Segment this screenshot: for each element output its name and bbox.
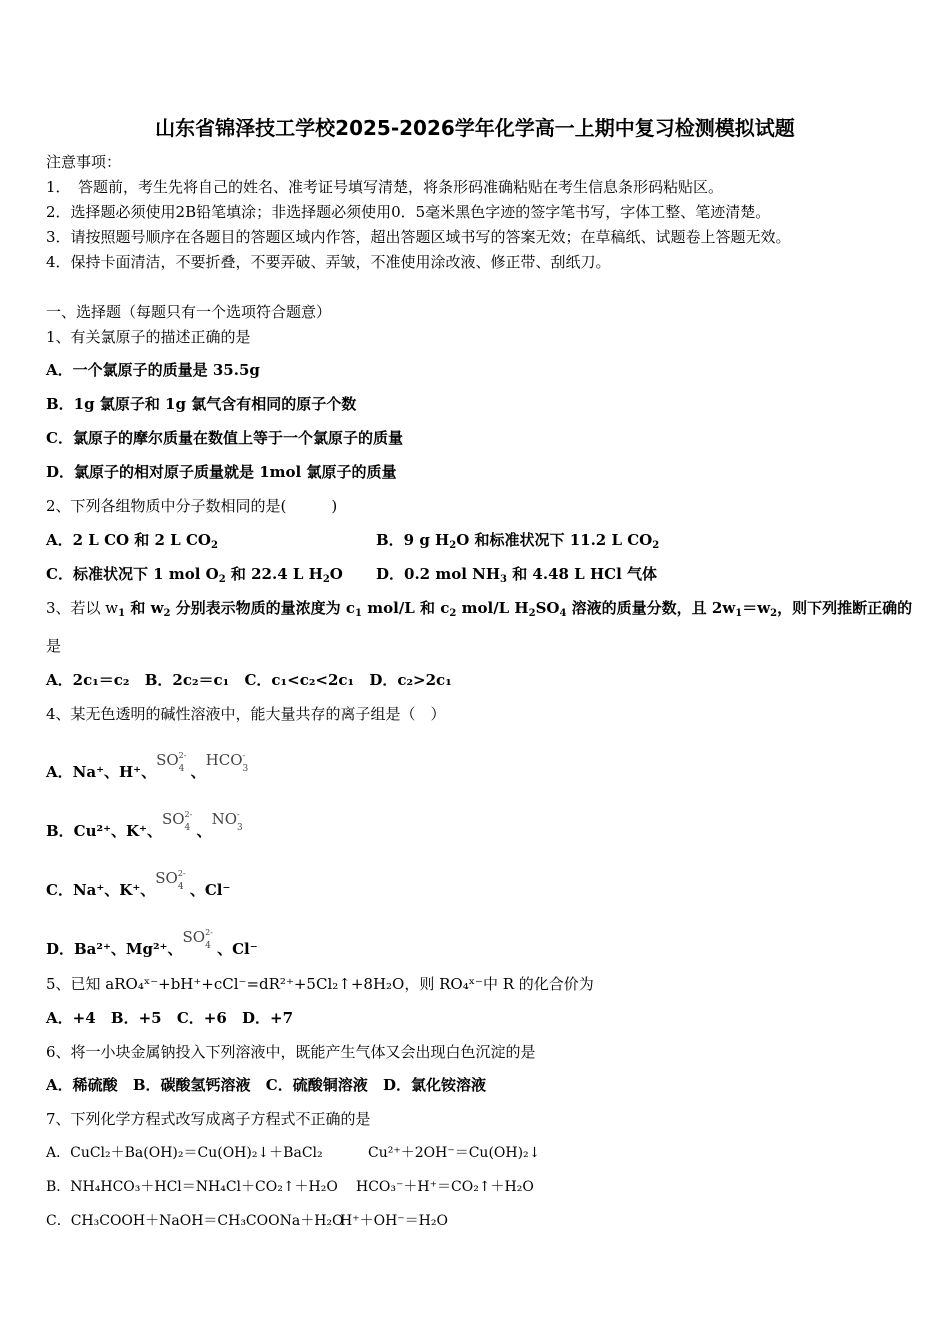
q6-option-d: D．氯化铵溶液 [382, 1076, 486, 1094]
q5-option-a: A．+4 [46, 1009, 96, 1027]
sulfate-ion: SO 2- 4 [156, 751, 187, 774]
q3-option-a: A．2c₁＝c₂ [46, 671, 130, 689]
q7-option-c-equation: C．CH₃COOH＋NaOH＝CH₃COONa＋H₂O [46, 1213, 344, 1229]
q1-stem: 1、有关氯原子的描述正确的是 [46, 328, 251, 346]
bicarbonate-ion: HCO - 3 [205, 751, 249, 774]
q2-option-d: D．0.2 mol $NH_3$ 和 4.48 L HCl 气体 [376, 565, 657, 585]
q3-stem-continued: 是 [46, 637, 62, 655]
q6-option-b: B．碳酸氢钙溶液 [132, 1076, 251, 1094]
q7-option-a-equation: A．CuCl₂＋Ba(OH)₂＝Cu(OH)₂↓＋BaCl₂ [46, 1145, 323, 1161]
notice-item-4: 4．保持卡面清洁，不要折叠，不要弄破、弄皱，不准使用涂改液、修正带、刮纸刀。 [46, 253, 611, 271]
q1-option-a: A．一个氯原子的质量是 35.5g [46, 361, 260, 379]
q4-option-c: C．Na⁺、K⁺、SO 2- 4 、Cl⁻ [46, 869, 231, 899]
q4-option-d: D．Ba²⁺、Mg²⁺、SO 2- 4 、Cl⁻ [46, 928, 258, 958]
q7-option-c [46, 1211, 448, 1231]
sulfate-ion: SO 2- 4 [161, 810, 193, 833]
q5-stem: 5、已知 aRO₄ˣ⁻+bH⁺+cCl⁻=dR²⁺+5Cl₂↑+8H₂O，则 RO₄ˣ⁻中 R 的化合价为 [46, 975, 594, 993]
q2-stem: 2、下列各组物质中分子数相同的是( ) [46, 497, 338, 515]
notice-item-3: 3．请按照题号顺序在各题目的答题区域内作答，超出答题区域书写的答案无效；在草稿纸、试题卷上答题无效。 [46, 228, 791, 246]
q1-option-b: B．1g 氯原子和 1g 氯气含有相同的原子个数 [46, 395, 357, 413]
q7-option-b-ionic: HCO₃⁻＋H⁺＝CO₂↑＋H₂O [356, 1179, 534, 1195]
nitrate-ion: NO - 3 [211, 810, 243, 833]
q7-option-a-ionic: Cu²⁺＋2OH⁻＝Cu(OH)₂↓ [368, 1145, 541, 1161]
page-title: 山东省锦泽技工学校2025-2026学年化学高一上期中复习检测模拟试题 [155, 116, 795, 140]
sulfate-ion: SO 2- 4 [182, 928, 213, 951]
q6-stem: 6、将一小块金属钠投入下列溶液中，既能产生气体又会出现白色沉淀的是 [46, 1043, 536, 1061]
q7-option-c-ionic: H⁺＋OH⁻＝H₂O [340, 1213, 448, 1229]
q2-option-c: C．标准状况下 1 mol $O_2$ 和 22.4 L $H_2O$ [46, 565, 343, 585]
q2-option-a: A．2 L CO 和 2 L $CO_2$ [46, 531, 218, 551]
q4-stem: 4、某无色透明的碱性溶液中，能大量共存的离子组是（ ） [46, 705, 446, 723]
q3-option-d: D．c₂>2c₁ [369, 671, 452, 689]
sulfate-ion: SO 2- 4 [155, 869, 186, 892]
notice-item-1: 1． 答题前，考生先将自己的姓名、准考证号填写清楚，将条形码准确粘贴在考生信息条形码粘贴区。 [46, 178, 724, 196]
q1-option-c: C．氯原子的摩尔质量在数值上等于一个氯原子的质量 [46, 429, 403, 447]
q5-option-d: D．+7 [242, 1009, 294, 1027]
q3-option-c: C．c₁<c₂<2c₁ [244, 671, 355, 689]
q7-stem: 7、下列化学方程式改写成离子方程式不正确的是 [46, 1110, 371, 1128]
q4-option-a: A．Na⁺、H⁺、SO 2- 4 、HCO - 3 [46, 751, 249, 781]
q6-options [46, 1075, 486, 1095]
q5-option-c: C．+6 [176, 1009, 227, 1027]
q6-option-c: C．硫酸铜溶液 [265, 1076, 368, 1094]
q7-option-b [46, 1177, 534, 1197]
q4-option-b: B．Cu²⁺、K⁺、SO 2- 4 、NO - 3 [46, 810, 243, 840]
q2-option-b: B．9 g $H_2O$ 和标准状况下 11.2 L $CO_2$ [376, 531, 660, 551]
q5-option-b: B．+5 [110, 1009, 162, 1027]
section-heading: 一、选择题（每题只有一个选项符合题意） [46, 303, 332, 321]
notice-item-2: 2．选择题必须使用2B铅笔填涂；非选择题必须使用0．5毫米黑色字迹的签字笔书写，字体工整、笔迹清楚。 [46, 203, 771, 221]
q3-stem: 3、若以 $w_1$ 和 $w_2$ 分别表示物质的量浓度为 $c_1$ mol/L 和 $c_2$ mol/L $H_2SO_4$ 溶液的质量分数，且 $2w_1=w_2$，则下列推断正确的 [46, 599, 913, 619]
q7-option-b-equation: B．NH₄HCO₃＋HCl＝NH₄Cl＋CO₂↑＋H₂O [46, 1179, 338, 1195]
q6-option-a: A．稀硫酸 [46, 1076, 118, 1094]
q1-option-d: D．氯原子的相对原子质量就是 1mol 氯原子的质量 [46, 463, 397, 481]
q7-option-a [46, 1143, 541, 1163]
q3-options [46, 670, 452, 690]
q5-options [46, 1008, 293, 1028]
q3-option-b: B．2c₂＝c₁ [144, 671, 230, 689]
notice-heading: 注意事项： [46, 153, 122, 171]
